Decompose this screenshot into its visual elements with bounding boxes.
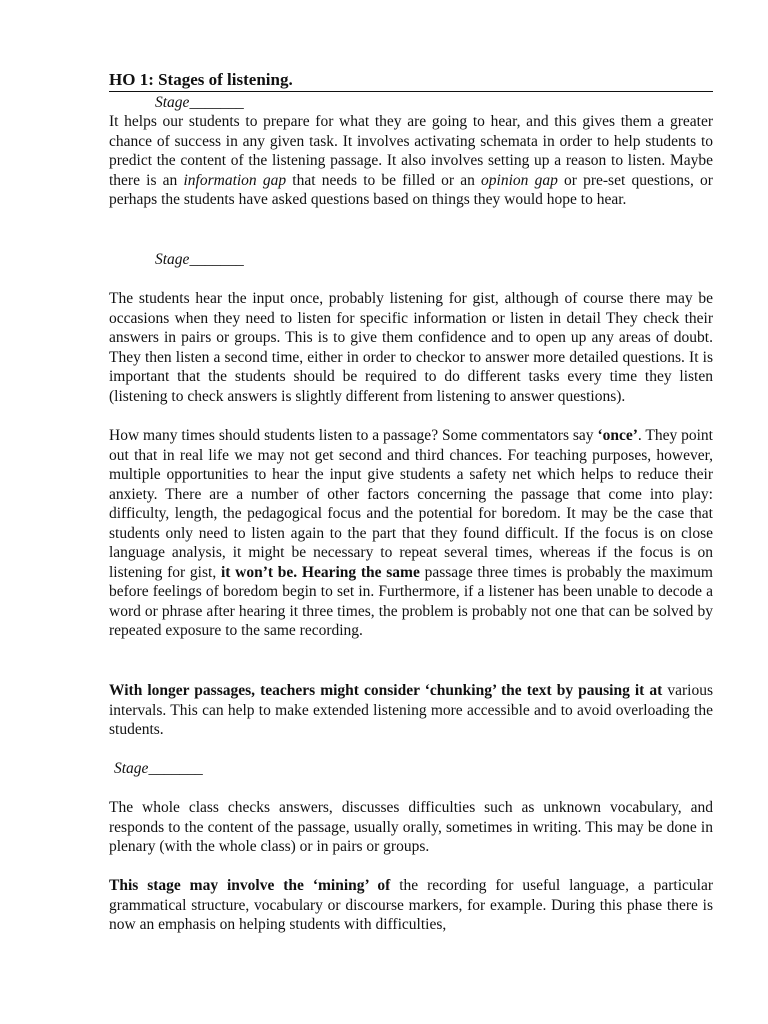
- p3-bold-once: ‘once’: [597, 427, 638, 444]
- paragraph-mining: [109, 876, 713, 935]
- p3-text-e: passage three times is probably the maximum before feelings of boredom begin to set in. Furthermore, if a listener has been unable to decode a word or phrase after hearing it three times, the problem is probably not one that can be solved by repeated exposure to the same recording.: [109, 563, 713, 639]
- stage-label-1: [155, 93, 244, 112]
- p4-text-b: various intervals. This can help to make extended listening more accessible and to avoid overloading the students.: [109, 682, 713, 738]
- p6-text-b: the recording for useful language, a particular grammatical structure, vocabulary or discourse markers, for example. During this phase there is now an emphasis on helping students with difficulties,: [109, 877, 714, 933]
- paragraph-pre-listening: [109, 112, 713, 210]
- p1-text-e: or pre-set questions, or perhaps the students have asked questions based on things they would hope to hear.: [109, 171, 713, 208]
- p1-text-a: It helps our students to prepare for what they are going to hear, and this gives them a greater chance of success in any given task. It involves activating schemata in order to help students to predict the content of the listening passage. It also involves setting up a reason to listen. Maybe there is an: [109, 113, 713, 189]
- p3-text-a: How many times should students listen to a passage? Some commentators say: [109, 427, 598, 444]
- stage-word: Stage: [155, 251, 190, 268]
- stage-blank: _______: [189, 94, 244, 111]
- stage-label-3: [114, 759, 203, 778]
- p1-text-c: that needs to be filled or an: [286, 171, 482, 189]
- p6-bold-mining: This stage may involve the ‘mining’ of: [109, 877, 391, 894]
- p1-italic-opinion-gap: opinion gap: [481, 171, 558, 189]
- p4-bold-chunking: With longer passages, teachers might consider ‘chunking’ the text by pausing it at: [109, 682, 663, 699]
- stage-label-2: [155, 250, 244, 269]
- paragraph-post-listening: The whole class checks answers, discusses difficulties such as unknown vocabulary, and responds to the content of the passage, usually orally, sometimes in writing. This may be done in plenary (with the whole class) or in pairs or groups.: [109, 799, 713, 855]
- stage-blank: _______: [189, 251, 244, 268]
- paragraph-how-many-times: [109, 426, 713, 641]
- p3-text-c: . They point out that in real life we may not get second and third chances. For teaching purposes, however, multiple opportunities to hear the input give students a safety net which helps to reduce their anxiety. There are a number of other factors concerning the passage that come into play: difficulty, length, the pedagogical focus and the potential for boredom. It may be the case that students only need to listen again to the part that they found difficult. If the focus is on close language analysis, it might be necessary to repeat several times, whereas if the focus is on listening for gist,: [109, 427, 713, 581]
- paragraph-chunking: [109, 681, 713, 740]
- p3-bold-wont-be: it won’t be. Hearing the same: [220, 563, 420, 581]
- page-title: HO 1: Stages of listening.: [109, 70, 713, 92]
- stage-word: Stage: [114, 760, 149, 777]
- stage-blank: _______: [148, 760, 203, 777]
- paragraph-while-listening: The students hear the input once, probably listening for gist, although of course there may be occasions when they need to listen for specific information or listen in detail They check their answers in pairs or groups. This is to give them confidence and to open up any areas of doubt. They then listen a second time, either in order to checkor to answer more detailed questions. It is important that the students should be required to do different tasks every time they listen (listening to check answers is slightly different from listening to answer questions).: [109, 290, 713, 405]
- p1-italic-information-gap: information gap: [183, 171, 287, 189]
- stage-word: Stage: [155, 94, 190, 111]
